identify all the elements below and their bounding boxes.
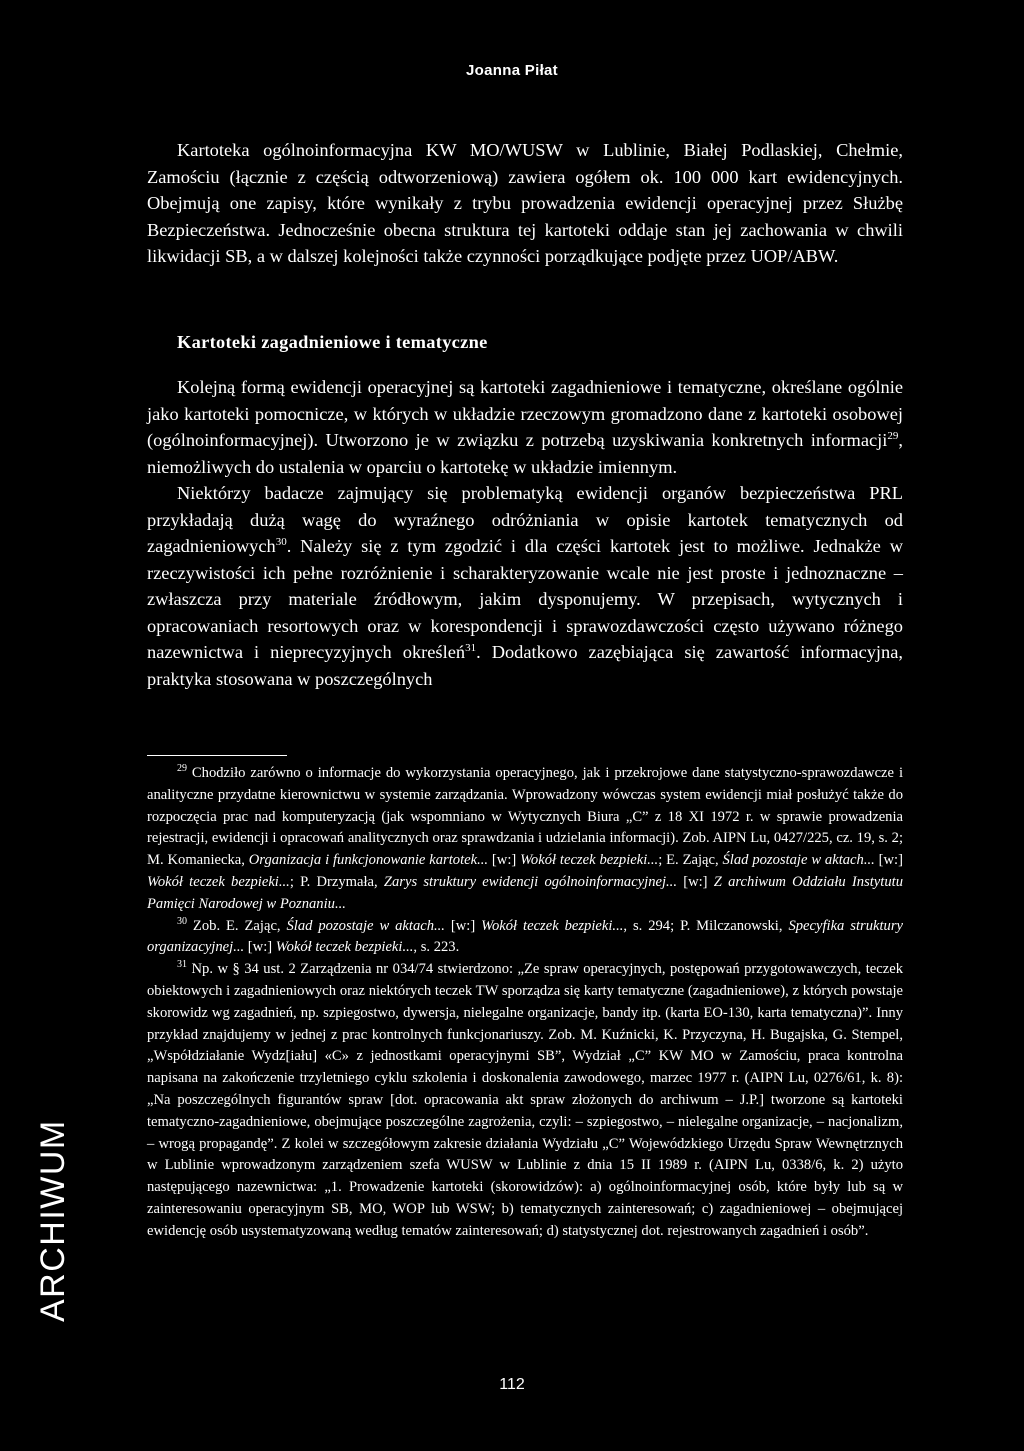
title-run: Zarys struktury ewidencji ogólnoinformacyjnej... [383,873,677,890]
footnote-ref-31[interactable]: 31 [465,641,477,654]
title-run: Organizacja i funkcjonowanie kartotek... [248,852,489,869]
footnote-31 [147,959,903,1242]
footnote-ref-30[interactable]: 30 [275,535,287,548]
text-run: , s. 294; P. Milczanowski, [623,917,789,934]
title-run: Wokół teczek bezpieki... [520,852,659,869]
text-run: , s. 223. [413,939,460,956]
paragraph-badacze [147,480,903,692]
page-number: 112 [499,1376,525,1393]
footnote-separator [147,755,287,756]
text-run: Niektórzy badacze zajmujący się problematyką ewidencji organów bezpieczeństwa PRL przykładają dużą wagę do wyraźnego odróżniania w opisie kartotek tematycznych od zagadnieniowych [147,483,903,556]
text-run: [w:] [444,917,482,934]
title-run: Wokół teczek bezpieki... [147,873,290,890]
section-heading: Kartoteki zagadnieniowe i tematyczne [177,332,488,352]
text-run: Chodziło zarówno o informacje do wykorzystania operacyjnego, jak i przekrojowe dane statystyczno-sprawozdawcze i analityczne przydatne kierownictwu w systemie zarządzania. Wprowadzony wówczas system ewidencji miał posłużyć także do rozpoczęcia prac nad komputeryzacją (jak wspomniano w Wytycznych Biura „C” z 18 XI 1972 r. w sprawie prowadzenia rejestracji, ewidencji i opracowań analitycznych oraz sprawdzania i udzielania informacji). Zob. AIPN Lu, 0427/225, cz. 19, s. 2; M. Komaniecka, [147,765,903,869]
paragraph-kartoteka-ogolnoinformacyjna: Kartoteka ogólnoinformacyjna KW MO/WUSW w Lublinie, Białej Podlaskiej, Chełmie, Zamościu (łącznie z częścią odtworzeniową) zawiera ogółem ok. 100 000 kart ewidencyjnych. Obejmują one zapisy, które wynikały z trybu prowadzenia ewidencji operacyjnej przez Służbę Bezpieczeństwa. Jednocześnie obecna struktura tej kartoteki oddaje stan jej zachowania w chwili likwidacji SB, a w dalszej kolejności także czynności porządkujące podjęte przez UOP/ABW. [147,140,903,266]
text-run: ; E. Zając, [658,852,723,869]
text-run: . Dodatkowo zazębiająca się zawartość informacyjna, praktyka stosowana w poszczególnych [147,642,903,689]
title-run: Z archiwum Oddziału Instytutu Pamięci Narodowej w Poznaniu... [147,873,903,912]
text-run: , niemożliwych do ustalenia w oparciu o kartotekę w układzie imiennym. [147,430,903,477]
title-run: Ślad pozostaje w aktach... [722,852,875,869]
footnote-number: 30 [177,915,187,927]
text-run: [w:] [676,873,714,890]
title-run: Wokół teczek bezpieki... [481,917,624,934]
footnote-number: 31 [177,959,187,971]
footnotes [147,763,903,1243]
text-run: ; P. Drzymała, [289,873,384,890]
title-run: Wokół teczek bezpieki... [275,939,414,956]
text-run: [w:] [488,852,521,869]
section-2-text [147,374,903,692]
footnote-ref-29[interactable]: 29 [887,429,899,442]
footnote-29 [147,763,903,916]
running-head-author: Joanna Piłat [466,62,558,79]
text-run: Kolejną formą ewidencji operacyjnej są kartoteki zagadnieniowe i tematyczne, określane ogólnie jako kartoteki pomocnicze, w których w układzie rzeczowym gromadzono dane z kartoteki osobowej (ogólnoinformacyjnej). Utworzono je w związku z potrzebą uzyskiwania konkretnych informacji [147,377,903,450]
title-run: Specyfika struktury organizacyjnej... [147,917,903,956]
archive-side-label: ARCHIWUM [34,1119,72,1322]
text-run: Zob. E. Zając, [187,917,287,934]
paragraph-kartoteki-pomocnicze [147,374,903,480]
section-1-text [147,137,903,270]
footnote-number: 29 [177,763,187,775]
text-run: [w:] [244,939,276,956]
text-run: [w:] [874,852,903,869]
footnote-30 [147,916,903,960]
text-run: Np. w § 34 ust. 2 Zarządzenia nr 034/74 stwierdzono: „Ze spraw operacyjnych, postępowań przygotowawczych, teczek obiektowych i zagadnieniowych oraz niektórych teczek TW sporządza się karty tematyczne (zagadnieniowe), z których powstaje skorowidz wg zagadnień, np. szpiegostwo, dywersja, nielegalne organizacje, bandy itp. (karta EO-130, karta tematyczna)”. Inny przykład znajdujemy w jednej z prac kontrolnych funkcjonariuszy. Zob. M. Kuźnicki, K. Przyczyna, H. Bugajska, G. Stempel, „Współdziałanie Wydz[iału] «C» z jednostkami operacyjnymi SB”, Wydział „C” KW MO w Zamościu, praca kontrolna napisana na zakończenie trzyletniego cyklu szkolenia i doskonalenia zawodowego, marzec 1977 r. (AIPN Lu, 0276/61, k. 8): „Na poszczególnych figurantów spraw [dot. opracowania akt spraw złożonych do archiwum – J.P.] tworzone są kartoteki tematyczno-zagadnieniowe, obejmujące poszczególne zagrożenia, czyli: – szpiegostwo, – nielegalne organizacje, – nacjonalizm, – wrogą propagandę”. Z kolei w szczegółowym zakresie działania Wydziału „C” Wojewódzkiego Urzędu Spraw Wewnętrznych w Lublinie wprowadzonym zarządzeniem szefa WUSW w Lublinie z dnia 15 II 1989 r. (AIPN Lu, 0338/6, k. 2) użyto następującego nazewnictwa: „1. Prowadzenie kartoteki (skorowidzów): a) ogólnoinformacyjnej osób, które były lub są w zainteresowaniu operacyjnym SB, MO, WOP lub WSW; b) tematycznych zainteresowań; c) zagadnieniowej – obejmującej ewidencję osób usystematyzowaną według tematów zainteresowań; d) statystycznej dot. rejestrowanych zagadnień i osób”. [147,961,903,1239]
title-run: Ślad pozostaje w aktach... [286,917,445,934]
text-run: . Należy się z tym zgodzić i dla części kartotek jest to możliwe. Jednakże w rzeczywistości ich pełne rozróżnienie i scharakteryzowanie wcale nie jest proste i jednoznaczne – zwłaszcza przy materiale źródłowym, jakim dysponujemy. W przepisach, wytycznych i opracowaniach resortowych oraz w korespondencji i sprawozdawczości często używano różnego nazewnictwa i nieprecyzyjnych określeń [147,536,903,662]
